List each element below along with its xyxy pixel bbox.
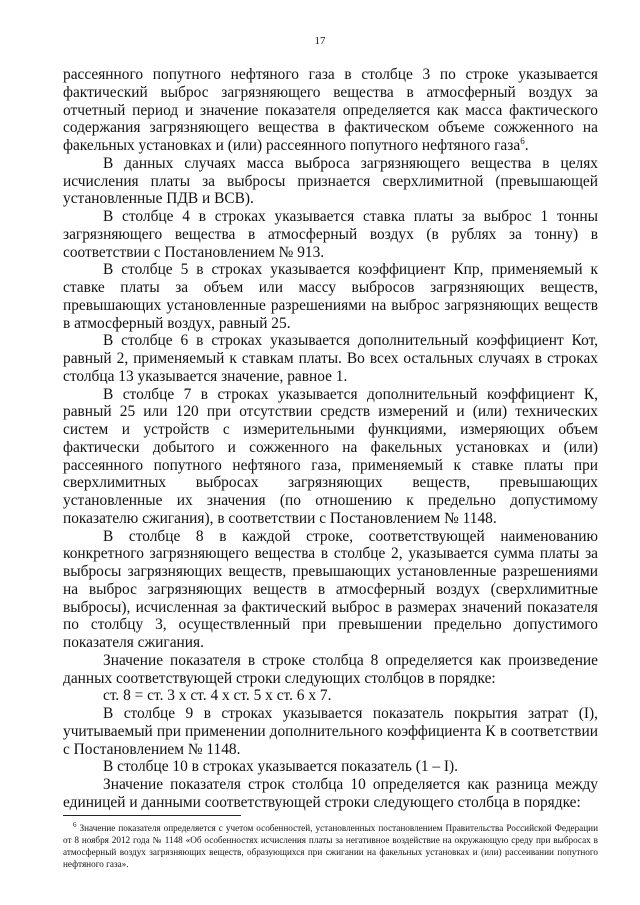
footnote (63, 822, 598, 870)
paragraph-4: В столбце 5 в строках указывается коэффициент Кпр, применяемый к ставке платы за объем или массу выбросов загрязняющих веществ, превышающих установленные разрешениями на выброс загрязняющих веществ в атмосферный воздух, равный 25. (63, 261, 598, 332)
paragraph-10: В столбце 10 в строках указывается показатель (1 – I). (103, 758, 459, 776)
paragraph-7: В столбце 8 в каждой строке, соответствующей наименованию конкретного загрязняющего вещества в столбце 2, указывается сумма платы за выбросы загрязняющих веществ, превышающих установленные разрешениями на выброс загрязняющих веществ в атмосферный воздух (сверхлимитные выбросы), исчисленная за фактический выброс в размерах значений показателя по столбцу 3, осуществленный при превышении предельно допустимого показателя сжигания. (63, 527, 598, 651)
paragraph-3: В столбце 4 в строках указывается ставка платы за выброс 1 тонны загрязняющего вещества в атмосферный воздух (в рублях за тонну) в соответствии с Постановлением № 913. (63, 208, 598, 261)
formula-col8: ст. 8 = ст. 3 х ст. 4 х ст. 5 х ст. 6 х 7. (103, 687, 332, 705)
footnote-6 (63, 822, 598, 870)
footnote-text: Значение показателя определяется с учетом особенностей, установленных постановлением Правительства Российской Федерации от 8 ноября 2012 года № 1148 «Об особенностях исчисления платы за негативное воздействие на окружающую среду при выбросах в атмосферный воздух загрязняющих веществ, образующихся при сжигании на факельных установках и (или) рассеивании попутного нефтяного газа». (63, 823, 598, 869)
paragraph-1: рассеянного попутного нефтяного газа в столбце 3 по строке указывается фактический выброс загрязняющего вещества в атмосферный воздух за отчетный период и значение показателя определяется как масса фактического содержания загрязняющего вещества в фактическом объеме сожженного на факельных установках и (или) рассеянного попутного нефтяного газа$^6$. (63, 66, 598, 154)
paragraph-5: В столбце 6 в строках указывается дополнительный коэффициент Кот, равный 2, применяемый к ставкам платы. Во всех остальных случаях в строках столбца 13 указывается значение, равное 1. (63, 332, 598, 385)
footnote-ref-6: 6 (520, 135, 525, 146)
body-text (63, 66, 598, 812)
page-number: 17 (314, 35, 326, 47)
paragraph-11: Значение показателя строк столбца 10 определяется как разница между единицей и данными соответствующей строки следующего столбца в порядке: (63, 776, 598, 811)
footnote-divider (63, 815, 241, 816)
paragraph-6: В столбце 7 в строках указывается дополнительный коэффициент К, равный 25 или 120 при отсутствии средств измерений и (или) технических систем и устройств с измерительными функциями, измеряющих объем фактически добытого и сожженного на факельных установках и (или) рассеянного попутного нефтяного газа, применяемый к ставке платы при сверхлимитных выбросах загрязняющих веществ, превышающих установленные их значения (по отношению к предельно допустимому показателю сжигания), в соответствии с Постановлением № 1148. (63, 385, 598, 527)
paragraph-8: Значение показателя в строке столбца 8 определяется как произведение данных соответствующей строки следующих столбцов в порядке: (63, 651, 598, 687)
paragraph-2: В данных случаях масса выброса загрязняющего вещества в целях исчисления платы за выбросы признается сверхлимитной (превышающей установленные ПДВ и ВСВ). (63, 154, 598, 208)
footnote-mark: 6 (73, 820, 77, 829)
paragraph-9: В столбце 9 в строках указывается показатель покрытия затрат (I), учитываемый при применении дополнительного коэффициента К в соответствии с Постановлением № 1148. (63, 705, 598, 758)
